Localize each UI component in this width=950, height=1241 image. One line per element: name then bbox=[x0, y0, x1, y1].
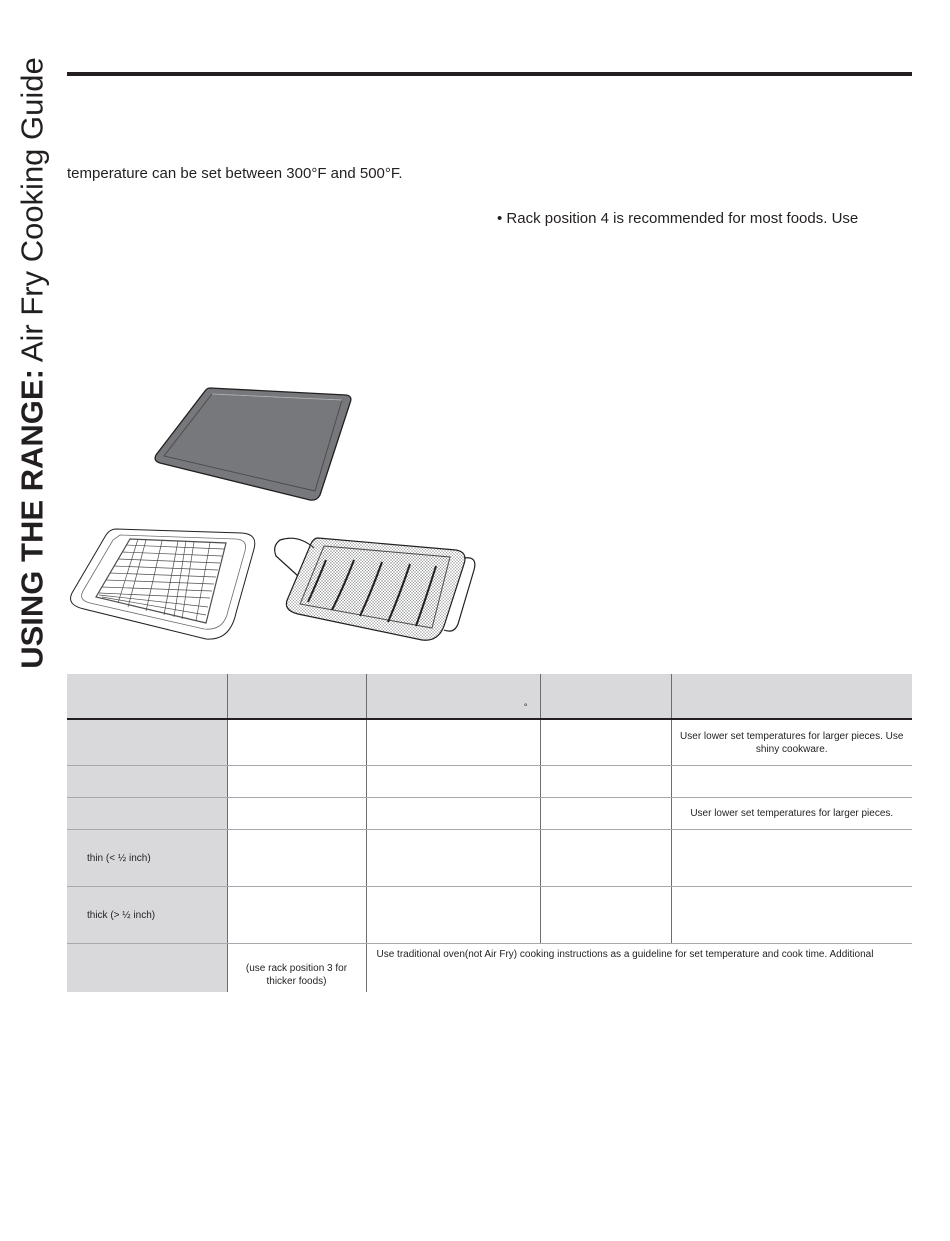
header-food bbox=[67, 674, 227, 719]
baking-pan-icon bbox=[150, 385, 355, 505]
rack-cell bbox=[227, 719, 366, 766]
rack-cell bbox=[227, 798, 366, 830]
top-rule bbox=[67, 72, 912, 76]
header-rack-position bbox=[227, 674, 366, 719]
temp-cell bbox=[366, 719, 540, 766]
temp-cell bbox=[366, 798, 540, 830]
notes-cell: User lower set temperatures for larger pieces. Use shiny cookware. bbox=[671, 719, 912, 766]
header-set-temperature bbox=[366, 674, 540, 719]
temp-cell bbox=[366, 887, 540, 944]
degree-symbol: ° bbox=[523, 702, 528, 712]
food-cell: thick (> ½ inch) bbox=[67, 887, 227, 944]
temperature-range-text: temperature can be set between 300°F and 500°F. bbox=[67, 165, 403, 182]
rack-cell bbox=[227, 887, 366, 944]
section-title bbox=[2, 40, 62, 685]
notes-cell bbox=[671, 887, 912, 944]
food-cell bbox=[67, 766, 227, 798]
table-header-row bbox=[67, 674, 912, 719]
instructions-cell: Use traditional oven(not Air Fry) cooking instructions as a guideline for set temperature and cook time. Additional bbox=[366, 944, 912, 993]
rack-cell bbox=[227, 766, 366, 798]
broil-pan-rack-icon bbox=[66, 523, 266, 643]
time-cell bbox=[540, 719, 671, 766]
time-cell bbox=[540, 798, 671, 830]
temp-cell bbox=[366, 830, 540, 887]
food-cell bbox=[67, 798, 227, 830]
air-fry-basket-icon bbox=[268, 530, 480, 646]
section-title-light: Air Fry Cooking Guide bbox=[14, 56, 50, 369]
section-title-text bbox=[14, 56, 50, 669]
rack-position-text: • Rack position 4 is recommended for most foods. Use bbox=[497, 210, 859, 227]
section-title-bold: USING THE RANGE: bbox=[14, 368, 50, 669]
table-row bbox=[67, 944, 912, 993]
food-cell: thin (< ½ inch) bbox=[67, 830, 227, 887]
time-cell bbox=[540, 887, 671, 944]
rack-note-cell: (use rack position 3 for thicker foods) bbox=[227, 944, 366, 993]
time-cell bbox=[540, 830, 671, 887]
table-row bbox=[67, 887, 912, 944]
notes-cell bbox=[671, 830, 912, 887]
table-row bbox=[67, 798, 912, 830]
time-cell bbox=[540, 766, 671, 798]
table-row bbox=[67, 719, 912, 766]
notes-cell: User lower set temperatures for larger pieces. bbox=[671, 798, 912, 830]
temp-cell bbox=[366, 766, 540, 798]
rack-cell bbox=[227, 830, 366, 887]
table-row bbox=[67, 766, 912, 798]
header-comments bbox=[671, 674, 912, 719]
table-row bbox=[67, 830, 912, 887]
food-cell bbox=[67, 719, 227, 766]
notes-cell bbox=[671, 766, 912, 798]
food-cell bbox=[67, 944, 227, 993]
air-fry-cooking-table bbox=[67, 674, 912, 992]
header-cook-time bbox=[540, 674, 671, 719]
